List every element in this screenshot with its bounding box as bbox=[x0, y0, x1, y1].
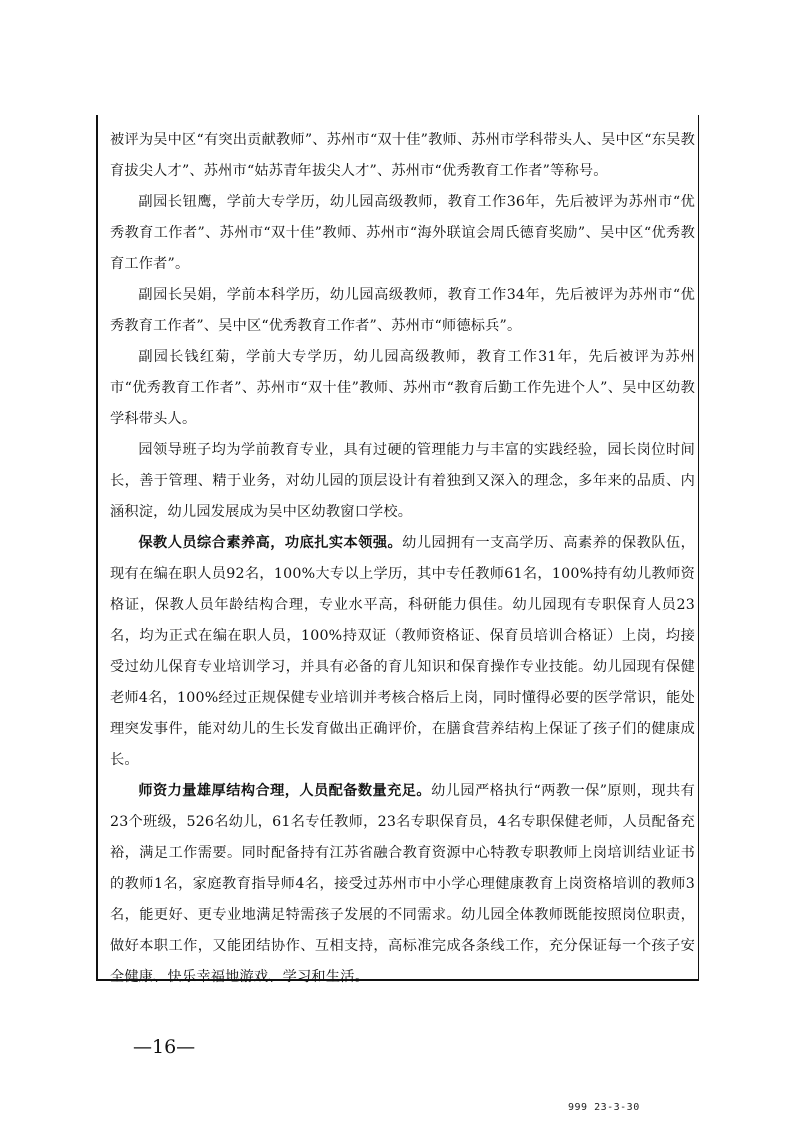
paragraph-text: 幼儿园拥有一支高学历、高素养的保教队伍，现有在编在职人员92名，100%大专以上学历，其中专任教师61名，100%持有幼儿教师资格证，保教人员年龄结构合理，专业水平高，科研能力俱佳。幼儿园现有专职保育人员23名，均为正式在编在职人员，100%持双证（教师资格证、保育员培训合格证）上岗，均接受过幼儿保育专业培训学习，并具有必备的育儿知识和保育操作专业技能。幼儿园现有保健老师4名，100%经过正规保健专业培训并考核合格后上岗，同时懂得必要的医学常识，能处理突发事件，能对幼儿的生长发育做出正确评价，在膳食营养结构上保证了孩子们的健康成长。 bbox=[110, 535, 695, 768]
paragraph-leadership-team bbox=[110, 435, 695, 528]
print-date-mark: 999 23-3-30 bbox=[568, 1102, 640, 1113]
paragraph-text: 副园长钮鹰，学前大专学历，幼儿园高级教师，教育工作36年，先后被评为苏州市“优秀教育工作者”、苏州市“双十佳”教师、苏州市“海外联谊会周氏德育奖励”、吴中区“优秀教育工作者”。 bbox=[110, 194, 695, 272]
paragraph-text: 园领导班子均为学前教育专业，具有过硬的管理能力与丰富的实践经验，园长岗位时间长，善于管理、精于业务，对幼儿园的顶层设计有着独到又深入的理念，多年来的品质、内涵积淀，幼儿园发展成为吴中区幼教窗口学校。 bbox=[110, 442, 695, 520]
paragraph-teacher-resources bbox=[110, 776, 695, 993]
paragraph-text: 副园长吴娟，学前本科学历，幼儿园高级教师，教育工作34年，先后被评为苏州市“优秀教育工作者”、吴中区“优秀教育工作者”、苏州市“师德标兵”。 bbox=[110, 287, 695, 334]
page-number: —16— bbox=[133, 1036, 196, 1058]
paragraph-text: 副园长钱红菊，学前大专学历，幼儿园高级教师，教育工作31年，先后被评为苏州市“优秀教育工作者”、苏州市“双十佳”教师、苏州市“教育后勤工作先进个人”、吴中区幼教学科带头人。 bbox=[110, 349, 695, 427]
paragraph-lead: 师资力量雄厚结构合理，人员配备数量充足。 bbox=[138, 783, 432, 799]
paragraph-text: 被评为吴中区“有突出贡献教师”、苏州市“双十佳”教师、苏州市学科带头人、吴中区“东吴教育拔尖人才”、苏州市“姑苏青年拔尖人才”、苏州市“优秀教育工作者”等称号。 bbox=[110, 132, 695, 179]
paragraph-continuation bbox=[110, 125, 695, 187]
paragraph-vice-director-niu bbox=[110, 187, 695, 280]
paragraph-staff-quality bbox=[110, 528, 695, 776]
paragraph-vice-director-wu bbox=[110, 280, 695, 342]
paragraph-lead: 保教人员综合素养高，功底扎实本领强。 bbox=[138, 535, 403, 551]
document-body bbox=[110, 125, 695, 993]
paragraph-text: 幼儿园严格执行“两教一保”原则，现共有23个班级，526名幼儿，61名专任教师，23名专职保育员，4名专职保健老师，人员配备充裕，满足工作需要。同时配备持有江苏省融合教育资源中心特教专职教师上岗培训结业证书的教师1名，家庭教育指导师4名，接受过苏州市中小学心理健康教育上岗资格培训的教师3名，能更好、更专业地满足特需孩子发展的不同需求。幼儿园全体教师既能按照岗位职责，做好本职工作，又能团结协作、互相支持，高标准完成各条线工作，充分保证每一个孩子安全健康、快乐幸福地游戏、学习和生活。 bbox=[110, 783, 695, 985]
paragraph-vice-director-qian bbox=[110, 342, 695, 435]
